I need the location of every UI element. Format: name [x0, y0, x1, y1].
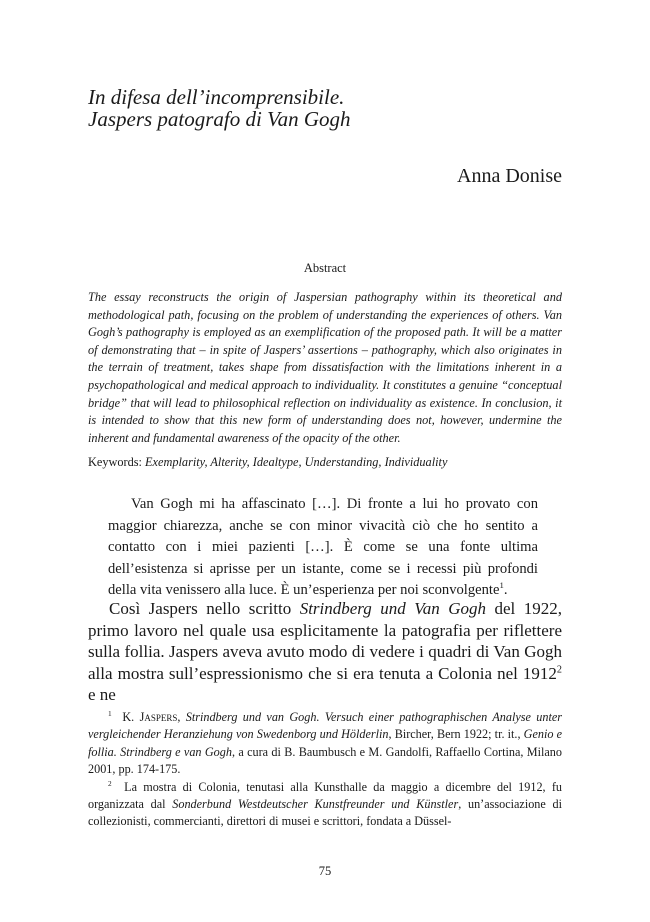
footnote-1-text-1: , Bircher, Bern 1922; tr. it.,: [388, 727, 524, 742]
footnote-2: [88, 779, 562, 831]
keywords: [88, 455, 562, 470]
keywords-values: Exemplarity, Alterity, Idealtype, Understanding, Individuality: [145, 455, 448, 469]
body-part-1: Così Jaspers nello scritto: [109, 599, 300, 618]
footnote-1: [88, 709, 562, 779]
quote-footnote-ref[interactable]: 1: [499, 580, 504, 591]
footnote-1-sep: ,: [177, 710, 186, 724]
footnote-2-number: 2: [108, 778, 112, 788]
abstract-heading: Abstract: [303, 261, 347, 275]
abstract-text: The essay reconstructs the origin of Jaspersian pathography within its theoretical and methodological path, focusing on the problem of understanding the experiences of others. Van Gogh’s pathography is employed as an exemplification of the proposed path. It will be a matter of demonstrating that – in spite of Jaspers’ assertions – pathography, which also originates in the terrain of treatment, takes shape from dissatisfaction with the limitations inherent in a psychopathological and medical approach to individuality. It constitutes a genuine “conceptual bridge” that will lead to philosophical reflection on individuality as existence. In conclusion, it is intended to show that this new form of understanding does not, however, undermine the inherent and fundamental awareness of the opacity of the other.: [88, 290, 562, 445]
footnotes: [88, 709, 562, 831]
keywords-label: Keywords:: [88, 455, 142, 469]
author-name: Anna Donise: [457, 165, 562, 187]
page-number: 75: [318, 864, 332, 878]
body-footnote-ref[interactable]: 2: [556, 663, 562, 675]
quote-text: Van Gogh mi ha affascinato […]. Di fronte a lui ho provato con maggior chiarezza, anche se con minor vivacità ciò che ho sentito a contatto con i miei pazienti […]. È come se una fonte ultima dell’esistenza si aprisse per un istante, come se i recessi più profondi della vita venissero alla luce. È un’esperienza per noi sconvolgente: [108, 496, 538, 599]
body-part-3: e ne: [88, 685, 116, 704]
footnote-2-text-2: , un’associazione di collezionisti, commercianti, direttori di musei e scrittori, fondata a Düssel-: [88, 797, 563, 829]
footnote-1-title: Strindberg und van Gogh. Versuch einer pathographischen Analyse unter vergleichender Heranziehung von Swedenborg und Hölderlin: [88, 710, 563, 742]
footnote-1-italian-title: Genio e follia. Strindberg e van Gogh: [88, 727, 562, 759]
title-line-1: In difesa dell’incomprensibile.: [88, 85, 345, 109]
title-line-2: Jaspers patografo di Van Gogh: [88, 107, 351, 131]
footnote-2-organization: Sonderbund Westdeutscher Kunstfreunder und Künstler: [172, 797, 459, 812]
footnote-1-number: 1: [108, 708, 112, 718]
body-work-title: Strindberg und Van Gogh: [299, 599, 486, 618]
footnote-1-text-2: , a cura di B. Baumbusch e M. Gandolfi, Raffaello Cortina, Milano 2001, pp. 174-175.: [88, 744, 562, 777]
body-part-2: del 1922, primo lavoro nel quale usa esplicitamente la patografia per riflettere sulla follia. Jaspers aveva avuto modo di vedere i quadri di Van Gogh alla mostra sull’espressionismo che si era tenuta a Colonia nel 1912: [88, 599, 562, 683]
footnote-2-text-1: La mostra di Colonia, tenutasi alla Kunsthalle da maggio a dicembre del 1912, fu organizzata dal: [88, 779, 562, 812]
body-paragraph: [88, 598, 562, 706]
article-title: [88, 86, 558, 130]
footnote-1-author: K. Jaspers: [122, 710, 178, 724]
block-quote: Van Gogh mi ha affascinato […]. Di fronte a lui ho provato con maggior chiarezza, anche se con minor vivacità ciò che ho sentito a contatto con i miei pazienti […]. È come se una fonte ultima dell’esistenza si aprisse per un istante, come se i recessi più profondi della vita venissero alla luce. È un’esperienza per noi sconvolgente$^1$.: [108, 496, 538, 599]
